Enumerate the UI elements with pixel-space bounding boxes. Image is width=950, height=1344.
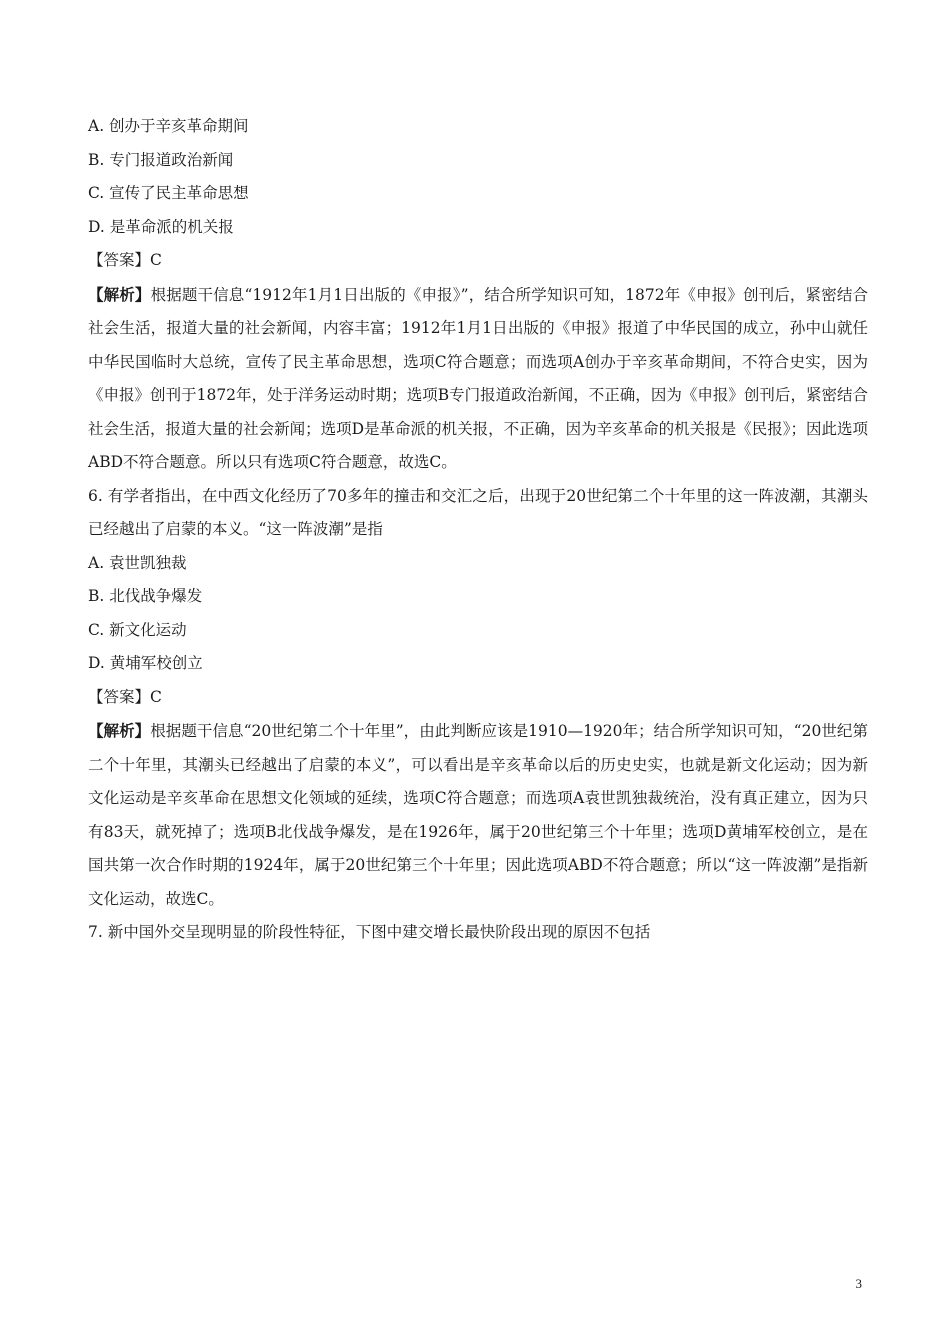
q6-stem: 6. 有学者指出，在中西文化经历了70多年的撞击和交汇之后，出现于20世纪第二个十年里的这一阵波潮，其潮头已经越出了启蒙的本义。“这一阵波潮”是指 <box>88 486 868 538</box>
answer-value: C <box>150 251 162 269</box>
document-page <box>88 110 868 950</box>
q5-analysis <box>88 278 868 480</box>
q5-option-d: D. 是革命派的机关报 <box>88 217 234 236</box>
q7-stem: 7. 新中国外交呈现明显的阶段性特征，下图中建交增长最快阶段出现的原因不包括 <box>88 923 651 941</box>
answer-value: C <box>150 687 162 706</box>
q6-option-d: D. 黄埔军校创立 <box>88 654 203 672</box>
answer-label: 【答案】 <box>88 251 151 269</box>
q6-option-b: B. 北伐战争爆发 <box>88 587 203 605</box>
q5-option-c: C. 宣传了民主革命思想 <box>88 184 249 202</box>
analysis-label: 【解析】 <box>88 284 151 304</box>
q5-option-a: A. 创办于辛亥革命期间 <box>88 117 249 135</box>
q6-option-a: A. 袁世凯独裁 <box>88 553 187 572</box>
q6-answer <box>88 681 868 715</box>
q5-option-b: B. 专门报道政治新闻 <box>88 150 234 169</box>
q6-option-c: C. 新文化运动 <box>88 620 187 639</box>
q5-answer <box>88 244 868 278</box>
answer-label: 【答案】 <box>88 687 151 706</box>
page-number: 3 <box>855 1276 862 1291</box>
q6-analysis <box>88 714 868 916</box>
analysis-label: 【解析】 <box>88 721 151 740</box>
analysis-text: 根据题干信息“1912年1月1日出版的《申报》”，结合所学知识可知，1872年《申报》创刊后，紧密结合社会生活，报道大量的社会新闻，内容丰富；1912年1月1日出版的《申报》报道了中华民国的成立，孙中山就任中华民国临时大总统，宣传了民主革命思想，选项C符合题意；而选项A创办于辛亥革命期间，不符合史实，因为《申报》创刊于1872年，处于洋务运动时期；选项B专门报道政治新闻，不正确，因为《申报》创刊后，紧密结合社会生活，报道大量的社会新闻；选项D是革命派的机关报，不正确，因为辛亥革命的机关报是《民报》；因此选项ABD不符合题意。所以只有选项C符合题意，故选C。 <box>88 285 868 471</box>
analysis-text: 根据题干信息“20世纪第二个十年里”，由此判断应该是1910—1920年；结合所学知识可知，“20世纪第二个十年里，其潮头已经越出了启蒙的本义”，可以看出是辛亥革命以后的历史史实，也就是新文化运动；因为新文化运动是辛亥革命在思想文化领域的延续，选项C符合题意；而选项A袁世凯独裁统治，没有真正建立，因为只有83天，就死掉了；选项B北伐战争爆发，是在1926年，属于20世纪第三个十年里；选项D黄埔军校创立，是在国共第一次合作时期的1924年，属于20世纪第三个十年里；因此选项ABD不符合题意；所以“这一阵波潮”是指新文化运动，故选C。 <box>88 722 868 908</box>
